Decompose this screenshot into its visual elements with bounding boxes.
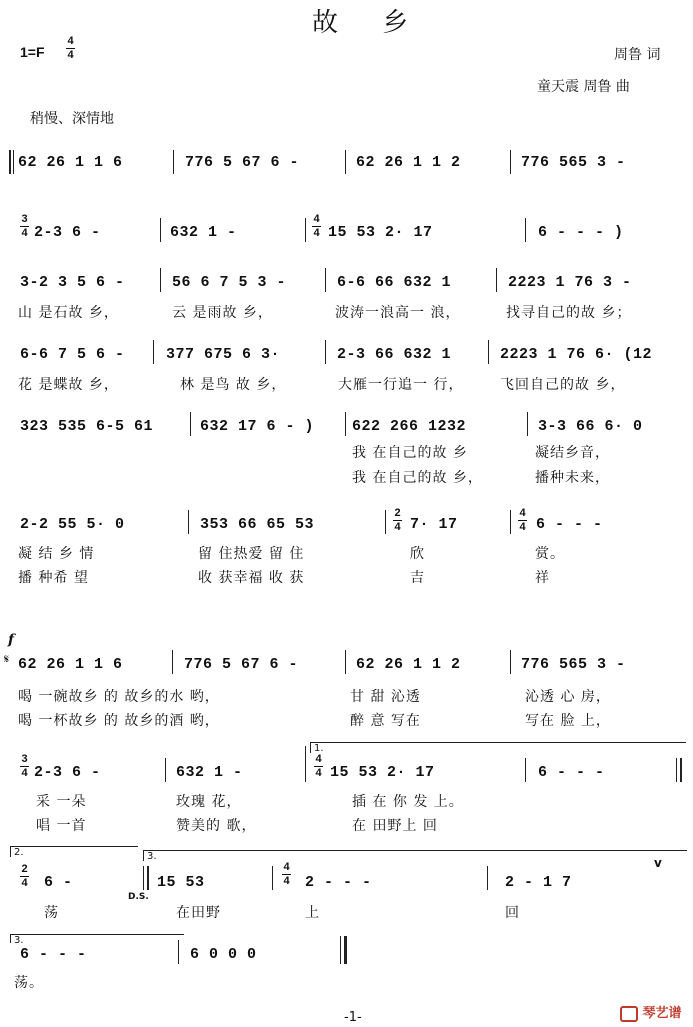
lyric: 祥	[535, 570, 550, 586]
barline	[510, 150, 511, 174]
double-bar	[147, 866, 149, 890]
page-title: 故 乡	[312, 8, 427, 38]
lyric: 醉 意 写在	[350, 713, 421, 729]
lyric: 喝 一碗故乡 的 故乡的水 哟，	[18, 689, 220, 705]
barline	[345, 150, 346, 174]
time-signature-3-4: 3 4	[21, 213, 28, 239]
lyric: 山 是石故 乡，	[18, 305, 119, 321]
measure: 2 - 1 7	[505, 874, 572, 891]
volta-2-bracket: 2.	[10, 846, 138, 857]
lyric: 云 是雨故 乡，	[172, 305, 273, 321]
measure: 3-2 3 5 6 -	[20, 274, 125, 291]
logo-icon	[620, 1006, 638, 1022]
barline	[160, 218, 161, 242]
volta-3-bracket: 3.	[10, 934, 184, 943]
lyric: 沁透 心 房，	[525, 689, 611, 705]
measure: 632 1 -	[170, 224, 237, 241]
lyric: 甘 甜 沁透	[350, 689, 421, 705]
barline	[143, 866, 144, 890]
time-signature-2-4: 2 4	[394, 507, 401, 533]
barline	[510, 650, 511, 674]
barline	[345, 650, 346, 674]
start-repeat-bar	[9, 150, 11, 174]
volta-1-bracket: 1.	[310, 742, 686, 753]
barline	[510, 510, 511, 534]
lyricist-credit: 周鲁 词	[614, 47, 661, 63]
lyric: 播 种希 望	[18, 570, 89, 586]
measure: 377 675 6 3·	[166, 346, 281, 363]
page-number: -1-	[344, 1010, 362, 1025]
barline	[178, 940, 179, 964]
time-signature-3-4: 3 4	[21, 753, 28, 779]
lyric: 收 获幸福 收 获	[198, 570, 305, 586]
measure: 632 1 -	[176, 764, 243, 781]
barline	[305, 218, 306, 242]
barline	[172, 650, 173, 674]
composer-credit: 童天震 周鲁 曲	[537, 79, 630, 95]
barline	[325, 340, 326, 364]
barline	[525, 218, 526, 242]
barline	[13, 150, 14, 174]
measure: 6-6 7 5 6 -	[20, 346, 125, 363]
lyric: 在 田野上 回	[352, 818, 438, 834]
barline	[488, 340, 489, 364]
barline	[160, 268, 161, 292]
time-signature-4-4: 4 4	[283, 861, 290, 887]
lyric: 玫瑰 花，	[176, 794, 242, 810]
measure: 353 66 65 53	[200, 516, 315, 533]
lyric: 喝 一杯故乡 的 故乡的酒 哟，	[18, 713, 220, 729]
time-signature-2-4: 2 4	[21, 863, 28, 889]
lyric: 凝 结 乡 情	[18, 546, 95, 562]
site-logo	[620, 1002, 682, 1022]
barline	[165, 758, 166, 782]
time-signature-4-4: 4 4	[313, 213, 320, 239]
measure: 632 17 6 - )	[200, 418, 315, 435]
measure: 776 5 67 6 -	[184, 656, 299, 673]
measure: 56 6 7 5 3 -	[172, 274, 287, 291]
lyric: 荡	[44, 905, 59, 921]
measure: 6 - - - )	[538, 224, 624, 241]
barline	[188, 510, 189, 534]
measure: 6 -	[44, 874, 73, 891]
lyric: 赞美的 歌，	[176, 818, 257, 834]
measure: 2-3 6 -	[34, 764, 101, 781]
barline	[345, 412, 346, 436]
barline	[190, 412, 191, 436]
measure: 62 26 1 1 6	[18, 154, 123, 171]
measure: 6 - - -	[538, 764, 605, 781]
barline	[340, 936, 341, 964]
measure: 3-3 66 6· 0	[538, 418, 643, 435]
lyric: 插 在 你 发 上。	[352, 794, 464, 810]
barline	[305, 746, 306, 782]
lyric: 上	[305, 905, 320, 921]
measure: 2-3 6 -	[34, 224, 101, 241]
lyric: 留 住热爱 留 住	[198, 546, 305, 562]
measure: 15 53	[157, 874, 205, 891]
measure: 323 535 6-5 61	[20, 418, 154, 435]
measure: 622 266 1232	[352, 418, 467, 435]
forte-mark: f	[8, 632, 15, 648]
lyric: 凝结乡音，	[535, 445, 610, 461]
lyric: 写在 脸 上，	[525, 713, 611, 729]
lyric: 找寻自己的故 乡；	[506, 305, 632, 321]
measure: 2-3 66 632 1	[337, 346, 452, 363]
measure: 62 26 1 1 2	[356, 154, 461, 171]
lyric: 飞回自己的故 乡，	[500, 377, 626, 393]
measure: 15 53 2· 17	[328, 224, 433, 241]
measure: 2 - - -	[305, 874, 372, 891]
barline	[527, 412, 528, 436]
measure: 6-6 66 632 1	[337, 274, 452, 291]
measure: 6 - - -	[536, 516, 603, 533]
logo-text: 琴艺谱	[642, 1006, 682, 1021]
barline	[525, 758, 526, 782]
lyric: 波涛一浪高一 浪，	[335, 305, 461, 321]
barline	[385, 510, 386, 534]
end-repeat-bar	[680, 758, 682, 782]
breath-mark: v	[654, 856, 662, 870]
measure: 776 5 67 6 -	[185, 154, 300, 171]
measure: 15 53 2· 17	[330, 764, 435, 781]
lyric: 大雁一行追一 行，	[338, 377, 464, 393]
measure: 2223 1 76 6· (12	[500, 346, 653, 363]
lyric: 欣	[410, 546, 425, 562]
lyric: 唱 一首	[36, 818, 87, 834]
lyric: 赏。	[535, 546, 565, 562]
lyric: 在田野	[176, 905, 221, 921]
time-signature-4-4: 4 4	[519, 507, 526, 533]
measure: 62 26 1 1 2	[356, 656, 461, 673]
lyric: 林 是鸟 故 乡，	[180, 377, 287, 393]
lyric: 花 是蝶故 乡，	[18, 377, 119, 393]
time-signature-4-4: 4 4	[315, 753, 322, 779]
lyric: 回	[505, 905, 520, 921]
segno-sign: 𝄋	[4, 652, 10, 666]
lyric: 我 在自己的故 乡	[352, 445, 468, 461]
barline	[272, 866, 273, 890]
measure: 776 565 3 -	[521, 656, 626, 673]
measure: 2223 1 76 3 -	[508, 274, 632, 291]
lyric: 荡。	[14, 975, 44, 991]
barline	[487, 866, 488, 890]
measure: 6 - - -	[20, 946, 87, 963]
barline	[325, 268, 326, 292]
measure: 62 26 1 1 6	[18, 656, 123, 673]
time-signature: 4 4	[67, 35, 74, 61]
measure: 7· 17	[410, 516, 458, 533]
volta-3-bracket: 3.	[143, 850, 687, 861]
lyric: 采 一朵	[36, 794, 87, 810]
tempo-marking: 稍慢、深情地	[30, 111, 114, 127]
barline	[676, 758, 677, 782]
lyric: 我 在自己的故 乡，	[352, 470, 483, 486]
lyric: 吉	[410, 570, 425, 586]
barline	[173, 150, 174, 174]
lyric: 播种未来，	[535, 470, 610, 486]
final-bar	[344, 936, 347, 964]
barline	[496, 268, 497, 292]
measure: 2-2 55 5· 0	[20, 516, 125, 533]
measure: 6 0 0 0	[190, 946, 257, 963]
barline	[153, 340, 154, 364]
measure: 776 565 3 -	[521, 154, 626, 171]
ds-mark: D.S.	[128, 892, 149, 902]
key-signature: 1=F	[20, 44, 45, 60]
